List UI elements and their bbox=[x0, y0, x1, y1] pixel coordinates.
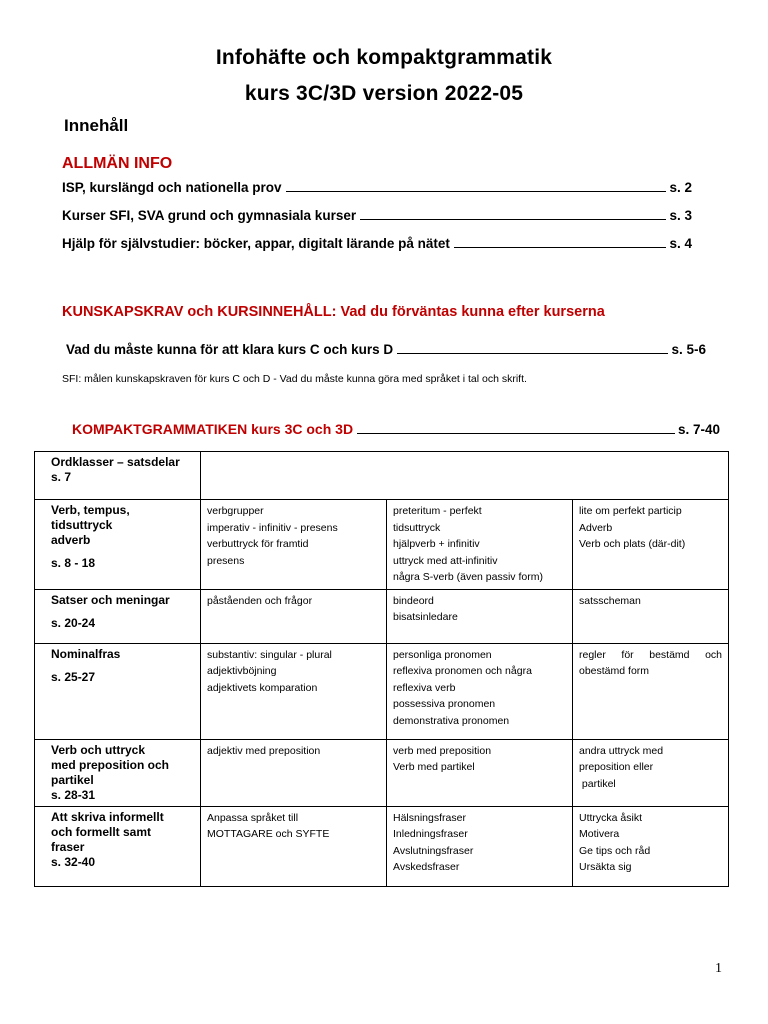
cell-line: partikel bbox=[579, 777, 616, 790]
cell-line: Verb och plats (där-dit) bbox=[579, 538, 686, 550]
toc-entry-text: Vad du måste kunna för att klara kurs C och kurs D bbox=[66, 342, 394, 357]
sfi-note: SFI: målen kunskapskraven för kurs C och D - Vad du måste kunna göra med språket i tal och skrift. bbox=[62, 373, 527, 385]
page-number: 1 bbox=[715, 961, 722, 976]
cell-line: Verb med partikel bbox=[393, 761, 475, 773]
topic-line: fraser bbox=[51, 839, 85, 854]
content-cell bbox=[573, 806, 729, 886]
cell-line: Uttrycka åsikt bbox=[579, 811, 643, 824]
topic-line: Verb, tempus, bbox=[51, 503, 130, 517]
document-title-line-2: kurs 3C/3D version 2022-05 bbox=[244, 82, 524, 105]
document-title-line-1: Infohäfte och kompaktgrammatik bbox=[215, 46, 553, 69]
topic-line: Att skriva informellt bbox=[51, 809, 164, 824]
cell-line: MOTTAGARE och SYFTE bbox=[207, 828, 330, 840]
topic-line bbox=[51, 608, 194, 616]
topic-line: och formellt samt bbox=[51, 824, 152, 839]
cell-line: preteritum - perfekt bbox=[393, 505, 482, 517]
section-heading-allman-info: ALLMÄN INFO bbox=[62, 155, 173, 172]
cell-line: regler för bestämd och bbox=[579, 648, 723, 661]
topic-line: med preposition och bbox=[51, 757, 170, 772]
toc-entry-page: s. 2 bbox=[669, 180, 692, 195]
content-cell bbox=[387, 806, 573, 886]
cell-line: Avskedsfraser bbox=[393, 861, 460, 873]
content-cell bbox=[201, 589, 387, 643]
cell-line: några S-verb (även passiv form) bbox=[393, 571, 543, 583]
toc-leader-line bbox=[360, 219, 666, 220]
cell-line: hjälpverb + infinitiv bbox=[393, 538, 480, 550]
section-heading-kompaktgrammatik: KOMPAKTGRAMMATIKEN kurs 3C och 3D bbox=[72, 421, 354, 437]
cell-line: bisatsinledare bbox=[393, 611, 458, 623]
content-cell bbox=[387, 643, 573, 739]
content-cell bbox=[201, 806, 387, 886]
cell-line: personliga pronomen bbox=[393, 648, 492, 661]
table-row bbox=[35, 452, 729, 500]
cell-line: possessiva pronomen bbox=[393, 698, 496, 710]
cell-line: uttryck med att-infinitiv bbox=[393, 554, 498, 567]
cell-line: Ge tips och råd bbox=[579, 844, 651, 857]
cell-line: Inledningsfraser bbox=[393, 828, 468, 840]
content-cell bbox=[387, 589, 573, 643]
toc-entry-kompaktgrammatik bbox=[72, 421, 720, 437]
topic-line: s. 7 bbox=[51, 470, 72, 484]
toc-leader-line bbox=[357, 433, 675, 434]
grammar-overview-table bbox=[34, 451, 729, 887]
cell-line: obestämd form bbox=[579, 665, 650, 677]
content-cell bbox=[201, 643, 387, 739]
content-cell bbox=[387, 739, 573, 806]
toc-entry-text: ISP, kurslängd och nationella prov bbox=[62, 180, 282, 195]
content-cell bbox=[573, 589, 729, 643]
table-row bbox=[35, 739, 729, 806]
toc-entry-page: s. 4 bbox=[669, 236, 692, 251]
topic-line: s. 25-27 bbox=[51, 669, 96, 684]
topic-cell bbox=[35, 739, 201, 806]
toc-entry-text: Kurser SFI, SVA grund och gymnasiala kurser bbox=[62, 208, 357, 223]
cell-line: andra uttryck med bbox=[579, 744, 664, 757]
topic-cell bbox=[35, 500, 201, 590]
section-heading-kunskapskrav: KUNSKAPSKRAV och KURSINNEHÅLL: Vad du förväntas kunna efter kurserna bbox=[62, 304, 605, 320]
content-cell bbox=[573, 500, 729, 590]
cell-line: tidsuttryck bbox=[393, 521, 441, 534]
topic-line bbox=[51, 548, 194, 556]
toc-entry-page: s. 3 bbox=[669, 208, 692, 223]
cell-line: preposition eller bbox=[579, 761, 654, 773]
cell-line: lite om perfekt particip bbox=[579, 505, 682, 517]
cell-line: demonstrativa pronomen bbox=[393, 714, 510, 727]
table-row bbox=[35, 500, 729, 590]
cell-line: adjektivets komparation bbox=[207, 681, 318, 694]
cell-line: påståenden och frågor bbox=[207, 594, 313, 607]
toc-entry-text: Hjälp för självstudier: böcker, appar, digitalt lärande på nätet bbox=[62, 236, 450, 251]
topic-line: Satser och meningar bbox=[51, 592, 170, 607]
topic-cell bbox=[35, 452, 201, 500]
cell-line: Adverb bbox=[579, 521, 613, 534]
cell-line: imperativ - infinitiv - presens bbox=[207, 521, 338, 534]
topic-cell bbox=[35, 643, 201, 739]
toc-entry bbox=[66, 342, 706, 357]
topic-line: s. 20-24 bbox=[51, 615, 96, 630]
table-row bbox=[35, 806, 729, 886]
cell-line: satsscheman bbox=[579, 594, 641, 607]
cell-line: Anpassa språket till bbox=[207, 811, 299, 824]
topic-cell bbox=[35, 589, 201, 643]
toc-entry-page: s. 7-40 bbox=[677, 422, 720, 437]
topic-line: tidsuttryck bbox=[51, 518, 113, 532]
content-cell bbox=[201, 500, 387, 590]
content-cell bbox=[573, 643, 729, 739]
topic-line: partikel bbox=[51, 772, 94, 787]
empty-cell bbox=[201, 452, 729, 500]
topic-line: Ordklasser – satsdelar bbox=[51, 455, 180, 469]
table-row bbox=[35, 643, 729, 739]
cell-line: adjektiv med preposition bbox=[207, 744, 321, 757]
toc-leader-line bbox=[286, 191, 667, 192]
topic-line: Nominalfras bbox=[51, 646, 121, 661]
cell-line: adjektivböjning bbox=[207, 665, 277, 677]
topic-line: s. 28-31 bbox=[51, 787, 96, 802]
content-cell bbox=[573, 739, 729, 806]
cell-line: Hälsningsfraser bbox=[393, 811, 466, 824]
toc-entry bbox=[62, 180, 692, 195]
toc-leader-line bbox=[397, 353, 668, 354]
cell-line: presens bbox=[207, 554, 245, 567]
toc-entry bbox=[62, 208, 692, 223]
topic-cell bbox=[35, 806, 201, 886]
cell-line: Avslutningsfraser bbox=[393, 844, 474, 857]
toc-entry-page: s. 5-6 bbox=[671, 342, 706, 357]
topic-line: s. 8 - 18 bbox=[51, 556, 96, 570]
content-cell bbox=[201, 739, 387, 806]
cell-line: reflexiva pronomen och några bbox=[393, 665, 532, 677]
cell-line: substantiv: singular - plural bbox=[207, 648, 332, 661]
topic-line: Verb och uttryck bbox=[51, 742, 146, 757]
cell-line: verb med preposition bbox=[393, 744, 492, 757]
cell-line: Motivera bbox=[579, 828, 620, 840]
cell-line: verbgrupper bbox=[207, 505, 264, 517]
topic-line: s. 32-40 bbox=[51, 854, 96, 869]
cell-line: reflexiva verb bbox=[393, 681, 456, 694]
toc-leader-line bbox=[454, 247, 667, 248]
topic-line: adverb bbox=[51, 533, 91, 547]
table-row bbox=[35, 589, 729, 643]
topic-line bbox=[51, 662, 194, 670]
toc-heading: Innehåll bbox=[64, 116, 129, 135]
cell-line: verbuttryck för framtid bbox=[207, 538, 309, 550]
cell-line: Ursäkta sig bbox=[579, 861, 632, 873]
content-cell bbox=[387, 500, 573, 590]
cell-line: bindeord bbox=[393, 594, 434, 607]
toc-entry bbox=[62, 236, 692, 251]
